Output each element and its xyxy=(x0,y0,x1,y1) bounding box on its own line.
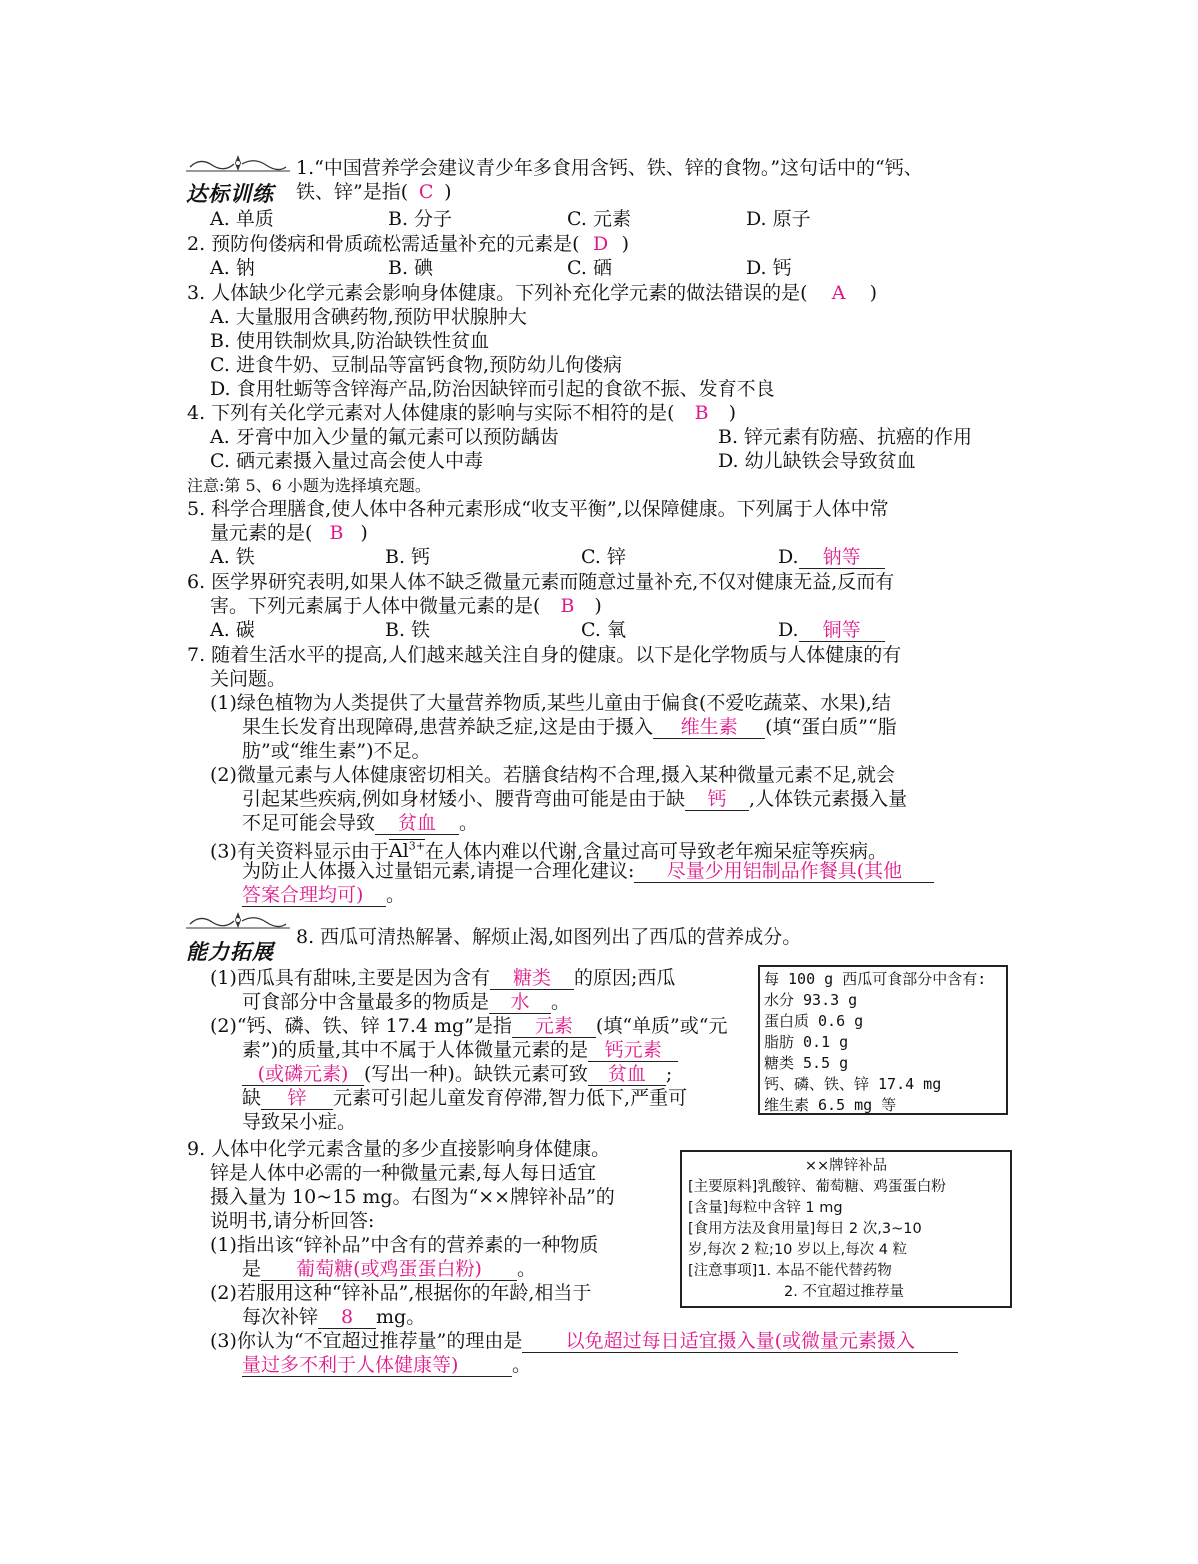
q9-line4: 说明书,请分析回答: xyxy=(210,1210,375,1232)
section-title-ability-expansion: 能力拓展 xyxy=(186,940,274,964)
q3-option-a: A. 大量服用含碘药物,预防甲状腺肿大 xyxy=(210,306,527,328)
nutrition-row: 脂肪 0.1 g xyxy=(764,1033,849,1051)
q9-p2-answer: 8 xyxy=(318,1306,376,1329)
q8-p2-line1: (2)“钙、磷、铁、锌 17.4 mg”是指 元素 (填“单质”或“元 xyxy=(210,1015,728,1037)
q7-p2-line3: 不足可能会导致 贫血 。 xyxy=(242,812,479,834)
q7-line1: 7. 随着生活水平的提高,人们越来越关注自身的健康。以下是化学物质与人体健康的有 xyxy=(187,644,902,666)
q6-option-b: B. 铁 xyxy=(385,619,431,641)
q8-p1-answer1: 糖类 xyxy=(490,967,574,990)
q7-p3-answer-part1: 尽量少用铝制品作餐具(其他 xyxy=(634,860,934,883)
q9-p3-answer-part1: 以免超过每日适宜摄入量(或微量元素摄入 xyxy=(522,1330,958,1353)
q8-p2-answer4: 锌 xyxy=(261,1087,333,1110)
q8-p2-line2: 素”)的质量,其中不属于人体微量元素的是 钙元素 xyxy=(242,1038,678,1062)
q2-stem: 2. 预防佝偻病和骨质疏松需适量补充的元素是( D ) xyxy=(187,233,630,255)
q9-p2-line1: (2)若服用这种“锌补品”,根据你的年龄,相当于 xyxy=(210,1282,592,1304)
nutrition-row: 钙、磷、铁、锌 17.4 mg xyxy=(764,1075,942,1093)
q3-stem: 3. 人体缺少化学元素会影响身体健康。下列补充化学元素的做法错误的是( A ) xyxy=(187,282,878,304)
q8-stem: 8. 西瓜可清热解暑、解烦止渴,如图列出了西瓜的营养成分。 xyxy=(296,926,802,948)
q9-p2-line2: 每次补锌 8 mg。 xyxy=(242,1306,426,1328)
q1-option-d: D. 原子 xyxy=(746,208,811,230)
q8-p2-answer2: 钙元素 xyxy=(588,1039,678,1062)
q9-p1-line1: (1)指出该“锌补品”中含有的营养素的一种物质 xyxy=(210,1234,599,1256)
q7-p1-line2: 果生长发育出现障碍,患营养缺乏症,这是由于摄入 维生素 (填“蛋白质”“脂 xyxy=(242,716,897,738)
q8-p1-line1: (1)西瓜具有甜味,主要是因为含有 糖类 的原因;西瓜 xyxy=(210,967,676,989)
q6-option-c: C. 氧 xyxy=(581,619,626,641)
q8-p1-answer2: 水 xyxy=(489,991,551,1014)
q1-answer: C xyxy=(418,181,434,203)
supplement-notice-2: 2. 不宜超过推荐量 xyxy=(784,1284,904,1300)
q7-p2-line2: 引起某些疾病,例如身材矮小、腰背弯曲可能是由于缺 钙 ,人体铁元素摄入量 xyxy=(242,788,908,810)
note-text: 注意:第 5、6 小题为选择填充题。 xyxy=(187,476,431,495)
q4-option-d: D. 幼儿缺铁会导致贫血 xyxy=(718,450,916,472)
supplement-title: ××牌锌补品 xyxy=(804,1158,888,1174)
q2-option-a: A. 钠 xyxy=(210,257,255,279)
q4-option-b: B. 锌元素有防癌、抗癌的作用 xyxy=(718,426,973,448)
q7-p1-line1: (1)绿色植物为人类提供了大量营养物质,某些儿童由于偏食(不爱吃蔬菜、水果),结 xyxy=(210,692,891,714)
q8-p2-answer1: 元素 xyxy=(512,1015,596,1038)
q9-line2: 锌是人体中必需的一种微量元素,每人每日适宜 xyxy=(210,1162,597,1184)
q7-p3-line1: (3)有关资料显示由于$Al^{3+}$在人体内难以代谢,含量过高可导致老年痴呆症等疾病。 xyxy=(210,840,887,863)
q6-d-answer: 铜等 xyxy=(799,619,885,642)
q3-answer: A xyxy=(831,282,846,304)
q8-p2-line5: 导致呆小症。 xyxy=(242,1111,357,1133)
q4-stem: 4. 下列有关化学元素对人体健康的影响与实际不相符的是( B ) xyxy=(187,402,737,424)
nutrition-row: 维生素 6.5 mg 等 xyxy=(764,1096,897,1114)
q5-option-d: D. 钠等 xyxy=(778,545,885,569)
q2-answer: D xyxy=(592,233,609,255)
q3-option-d: D. 食用牡蛎等含锌海产品,防治因缺锌而引起的食欲不振、发育不良 xyxy=(210,378,775,400)
supplement-notice: [注意事项]1. 本品不能代替药物 xyxy=(688,1263,892,1279)
section-ornament xyxy=(186,151,290,173)
q9-p3-line2: 量过多不利于人体健康等) 。 xyxy=(242,1354,532,1376)
q6-option-d: D. 铜等 xyxy=(778,618,885,642)
q1-option-c: C. 元素 xyxy=(567,208,631,230)
q5-option-b: B. 钙 xyxy=(385,546,431,568)
q1-line1: 1.“中国营养学会建议青少年多食用含钙、铁、锌的食物。”这句话中的“钙、 xyxy=(296,157,923,179)
q1-option-a: A. 单质 xyxy=(210,208,274,230)
q9-p3-line1: (3)你认为“不宜超过推荐量”的理由是 以免超过每日适宜摄入量(或微量元素摄入 xyxy=(210,1329,958,1353)
supplement-content: [含量]每粒中含锌 1 mg xyxy=(688,1200,843,1216)
q9-p3-answer-part2: 量过多不利于人体健康等) xyxy=(242,1354,512,1377)
q7-p2-answer1: 钙 xyxy=(685,788,749,811)
q8-p2-answer3: 贫血 xyxy=(588,1063,666,1086)
q7-p3-answer-part2: 答案合理均可) xyxy=(242,884,386,907)
q6-option-a: A. 碳 xyxy=(210,619,255,641)
nutrition-row: 蛋白质 0.6 g xyxy=(764,1012,864,1030)
q2-option-d: D. 钙 xyxy=(746,257,792,279)
q4-option-c: C. 硒元素摄入量过高会使人中毒 xyxy=(210,450,483,472)
q1-line2: 铁、锌”是指( C ) xyxy=(296,181,452,203)
q5-answer: B xyxy=(329,522,344,544)
q7-p1-line3: 肪”或“维生素”)不足。 xyxy=(242,740,431,762)
nutrition-box-header: 每 100 g 西瓜可食部分中含有: xyxy=(764,970,987,988)
q4-option-a: A. 牙膏中加入少量的氟元素可以预防龋齿 xyxy=(210,426,559,448)
q9-line1: 9. 人体中化学元素含量的多少直接影响身体健康。 xyxy=(187,1138,611,1160)
q1-option-b: B. 分子 xyxy=(388,208,453,230)
q5-option-a: A. 铁 xyxy=(210,546,255,568)
supplement-dosage: [食用方法及食用量]每日 2 次,3~10 xyxy=(688,1221,922,1237)
q5-d-answer: 钠等 xyxy=(799,546,885,569)
q9-p1-line2: 是 葡萄糖(或鸡蛋蛋白粉) 。 xyxy=(242,1258,537,1280)
q9-line3: 摄入量为 10~15 mg。右图为“××牌锌补品”的 xyxy=(210,1186,615,1208)
supplement-dosage-cont: 岁,每次 2 粒;10 岁以上,每次 4 粒 xyxy=(688,1242,908,1258)
q6-line2: 害。下列元素属于人体中微量元素的是( B ) xyxy=(210,595,602,617)
q8-p2-answer2-cont: (或磷元素) xyxy=(242,1063,364,1086)
q8-p2-line3: (或磷元素) (写出一种)。缺铁元素可致 贫血 ; xyxy=(242,1062,672,1086)
q7-p3-line2: 为防止人体摄入过量铝元素,请提一合理化建议: 尽量少用铝制品作餐具(其他 xyxy=(242,859,934,883)
q4-answer: B xyxy=(694,402,709,424)
q9-p1-answer: 葡萄糖(或鸡蛋蛋白粉) xyxy=(261,1258,517,1281)
zinc-supplement-label-box xyxy=(680,1150,1012,1308)
q7-p2-line1: (2)微量元素与人体健康密切相关。若膳食结构不合理,摄入某种微量元素不足,就会 xyxy=(210,764,895,786)
nutrition-row: 糖类 5.5 g xyxy=(764,1054,849,1072)
q7-line2: 关问题。 xyxy=(210,668,287,690)
q6-line1: 6. 医学界研究表明,如果人体不缺乏微量元素而随意过量补充,不仅对健康无益,反而有 xyxy=(187,571,895,593)
q3-option-b: B. 使用铁制炊具,防治缺铁性贫血 xyxy=(210,330,490,352)
q5-line2: 量元素的是( B ) xyxy=(210,522,368,544)
q8-p2-line4: 缺 锌 元素可引起儿童发育停滞,智力低下,严重可 xyxy=(242,1087,688,1109)
nutrition-row: 水分 93.3 g xyxy=(764,991,858,1009)
q3-option-c: C. 进食牛奶、豆制品等富钙食物,预防幼儿佝偻病 xyxy=(210,354,622,376)
q5-line1: 5. 科学合理膳食,使人体中各种元素形成“收支平衡”,以保障健康。下列属于人体中常 xyxy=(187,498,889,520)
section-ornament xyxy=(186,908,290,930)
q6-answer: B xyxy=(560,595,575,617)
q7-p2-answer2: 贫血 xyxy=(375,812,459,835)
q8-p1-line2: 可食部分中含量最多的物质是 水 。 xyxy=(242,991,571,1013)
watermelon-nutrition-box xyxy=(758,965,1008,1115)
q2-option-b: B. 碘 xyxy=(388,257,434,279)
aluminum-ion: $Al^{3+}$ xyxy=(388,840,425,863)
supplement-ingredients: [主要原料]乳酸锌、葡萄糖、鸡蛋蛋白粉 xyxy=(688,1179,946,1195)
section-title-standard-training: 达标训练 xyxy=(186,182,274,206)
q2-option-c: C. 硒 xyxy=(567,257,612,279)
q7-p1-answer: 维生素 xyxy=(653,716,765,739)
q7-p3-line3: 答案合理均可) 。 xyxy=(242,884,406,906)
q5-option-c: C. 锌 xyxy=(581,546,626,568)
